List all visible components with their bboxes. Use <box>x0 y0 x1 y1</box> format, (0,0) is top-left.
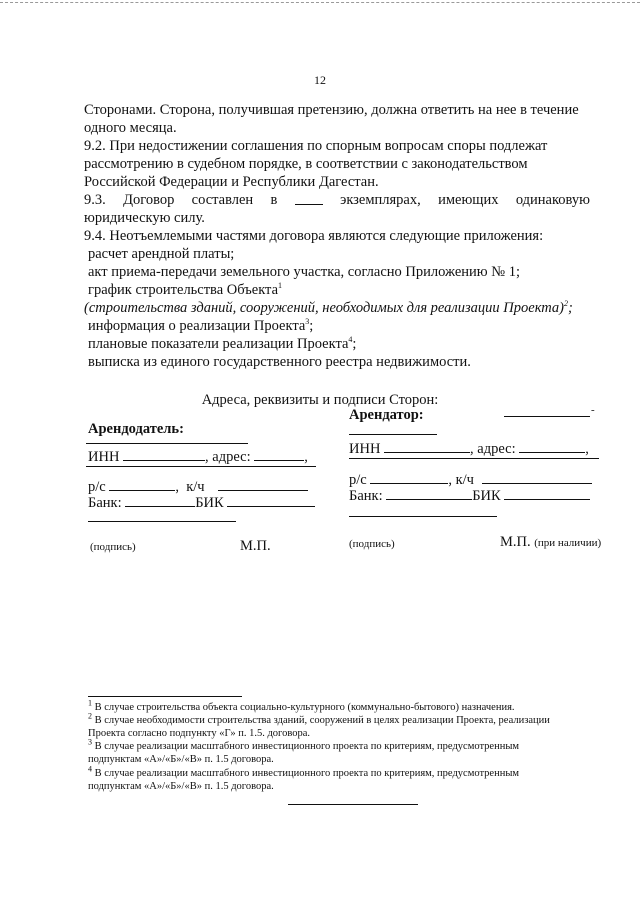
tenant-title: Арендатор: <box>349 407 424 423</box>
footnote-text: В случае необходимости строительства зданий, сооружений в целях реализации Проекта, реализации <box>94 715 550 726</box>
address-label: , адрес: <box>205 449 251 465</box>
footnote-4 <box>88 764 520 780</box>
inn-label: ИНН <box>349 441 381 457</box>
punctuation: ; <box>568 300 573 316</box>
appendix-item: акт приема-передачи земельного участка, согласно Приложению № 1; <box>88 264 520 280</box>
paragraph-line: юридическую силу. <box>84 210 205 226</box>
landlord-stamp-label: М.П. <box>240 538 271 554</box>
word: Договор <box>123 192 175 208</box>
tenant-stamp <box>500 533 601 552</box>
footnote-mark: 3 <box>88 737 92 747</box>
inn-label: ИНН <box>88 449 120 465</box>
paragraph-line: Российской Федерации и Республики Дагестан. <box>84 174 379 190</box>
footnote-ref: 4 <box>348 335 353 345</box>
footnote-3 <box>88 737 520 753</box>
appendix-item <box>88 281 282 299</box>
account-label: р/с <box>349 472 367 488</box>
footnote-2-cont: Проекта согласно подпункту «Г» п. 1.5. договора. <box>88 728 310 739</box>
bik-blank <box>504 486 590 500</box>
tenant-address-line <box>349 458 599 459</box>
bank-blank <box>125 493 195 507</box>
corr-account-label: к/ч <box>186 479 205 495</box>
appendix-item <box>88 317 313 335</box>
landlord-title: Арендодатель: <box>88 421 184 437</box>
inn-blank <box>384 439 470 453</box>
word: экземплярах, <box>340 192 421 208</box>
tenant-inn-row: ИНН , адрес: , <box>349 441 589 457</box>
appendix-item <box>88 335 356 353</box>
footnote-separator <box>88 696 242 697</box>
footnote-ref: 3 <box>305 317 310 327</box>
footnote-mark: 2 <box>88 711 92 721</box>
landlord-account-row: р/с , к/ч <box>88 477 308 496</box>
landlord-address-line <box>86 466 316 467</box>
punctuation: ; <box>309 318 314 334</box>
scan-top-edge <box>0 2 640 3</box>
paragraph-9-3 <box>84 191 590 209</box>
appendix-item: выписка из единого государственного реестра недвижимости. <box>88 354 471 370</box>
bik-label: БИК <box>195 495 224 511</box>
end-of-page-line <box>288 804 418 805</box>
page-number: 12 <box>314 73 326 87</box>
word: одинаковую <box>515 192 590 208</box>
landlord-inn-row: ИНН , адрес: , <box>88 449 308 465</box>
landlord-name-line <box>86 443 248 444</box>
appendix-text: плановые показатели реализации Проекта <box>88 336 349 352</box>
copies-blank <box>295 191 323 205</box>
paragraph-line: 9.2. При недостижении соглашения по спорным вопросам споры подлежат <box>84 138 548 154</box>
appendix-note <box>84 299 573 317</box>
footnote-3-cont: подпунктам «А»/«Б»/«В» п. 1.5 договора. <box>88 754 274 765</box>
word: имеющих <box>438 192 499 208</box>
footnote-mark: 1 <box>88 698 92 708</box>
clause-number: 9.3. <box>84 192 106 208</box>
punctuation: ; <box>352 336 357 352</box>
footnote-ref: 2 <box>564 299 569 309</box>
bank-label: Банк: <box>88 495 122 511</box>
landlord-signature-caption: (подпись) <box>90 541 136 553</box>
inn-blank <box>123 447 205 461</box>
paragraph-line: 9.4. Неотъемлемыми частями договора являются следующие приложения: <box>84 228 544 244</box>
corr-account-label: , к/ч <box>448 472 474 488</box>
account-blank <box>109 477 175 491</box>
paragraph-line: Сторонами. Сторона, получившая претензию, должна ответить на нее в течение <box>84 102 579 118</box>
footnote-mark: 4 <box>88 764 92 774</box>
footnote-1 <box>88 698 515 714</box>
appendix-note-text: (строительства зданий, сооружений, необходимых для реализации Проекта) <box>84 300 565 316</box>
bik-label: БИК <box>472 488 501 504</box>
corr-account-blank <box>482 470 592 484</box>
appendix-text: информация о реализации Проекта <box>88 318 306 334</box>
landlord-bank-row <box>88 493 315 512</box>
appendix-text: график строительства Объекта <box>88 282 279 298</box>
footnote-ref: 1 <box>278 281 283 291</box>
corr-account-blank <box>218 477 308 491</box>
tenant-signature-line <box>349 516 497 517</box>
word: составлен <box>191 192 254 208</box>
address-blank <box>519 439 585 453</box>
paragraph-line: одного месяца. <box>84 120 177 136</box>
footnote-text: В случае реализации масштабного инвестиционного проекта по критериям, предусмотренным <box>94 741 520 752</box>
signatures-heading: Адреса, реквизиты и подписи Сторон: <box>201 392 439 408</box>
stamp-note: (при наличии) <box>534 537 602 549</box>
landlord-signature-line <box>88 521 236 522</box>
tenant-signature-caption: (подпись) <box>349 538 395 550</box>
footnote-text: В случае реализации масштабного инвестиционного проекта по критериям, предусмотренным <box>94 768 520 779</box>
account-blank <box>370 470 448 484</box>
address-blank <box>254 447 304 461</box>
word: в <box>270 192 278 208</box>
footnote-text: В случае строительства объекта социально-культурного (коммунально-бытового) назначения. <box>94 702 515 713</box>
stamp-label: М.П. <box>500 534 531 550</box>
account-label: р/с <box>88 479 106 495</box>
tenant-bank-row <box>349 486 590 505</box>
tenant-name-line-2 <box>349 434 437 435</box>
footnote-4-cont: подпунктам «А»/«Б»/«В» п. 1.5 договора. <box>88 781 274 792</box>
address-label: , адрес: <box>470 441 516 457</box>
footnote-2 <box>88 711 550 727</box>
tenant-name-line <box>504 416 590 417</box>
paragraph-line: рассмотрению в судебном порядке, в соответствии с законодательством <box>84 156 528 172</box>
tenant-dash-mark: - <box>591 404 595 416</box>
bank-blank <box>386 486 472 500</box>
appendix-item: расчет арендной платы; <box>88 246 235 262</box>
bik-blank <box>227 493 315 507</box>
bank-label: Банк: <box>349 488 383 504</box>
